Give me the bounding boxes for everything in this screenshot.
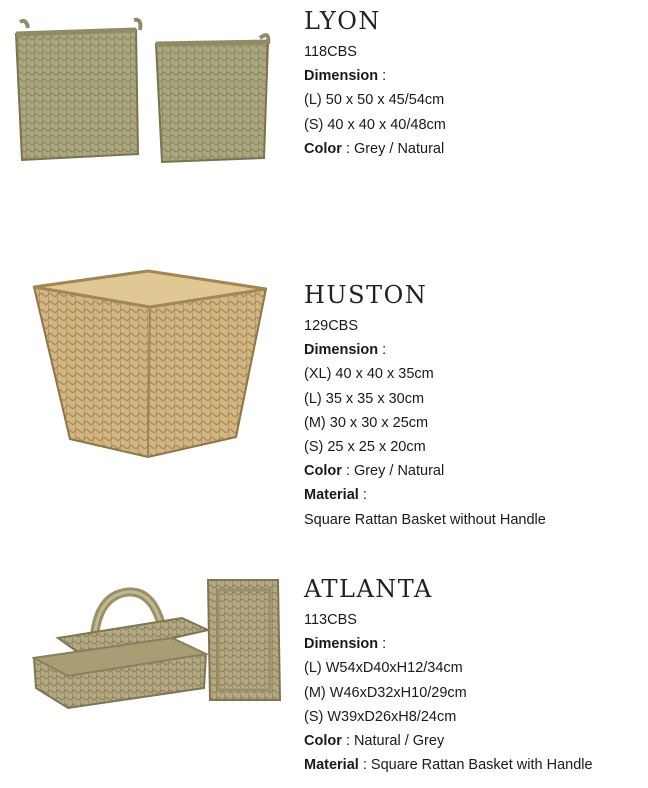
product-code: 118CBS xyxy=(304,44,357,60)
color-row xyxy=(304,459,546,483)
color-value: : Grey / Natural xyxy=(341,140,445,157)
material-label: Material xyxy=(304,487,359,504)
dimension-label: Dimension xyxy=(304,636,379,653)
huston-info xyxy=(304,280,546,532)
dimension-suffix: : xyxy=(378,636,387,653)
dimension-value: (S) 40 x 40 x 40/48cm xyxy=(304,116,446,133)
material-heading xyxy=(304,483,546,507)
lyon-basket-image xyxy=(10,14,280,166)
product-name: LYON xyxy=(304,7,381,35)
dimension-value: (XL) 40 x 40 x 35cm xyxy=(304,366,434,383)
dimension-value: (S) 25 x 25 x 20cm xyxy=(304,439,426,456)
lyon-info xyxy=(304,6,446,161)
material-value: Square Rattan Basket without Handle xyxy=(304,511,546,528)
product-name: ATLANTA xyxy=(304,575,433,603)
material-label: Material xyxy=(304,757,359,774)
color-row xyxy=(304,137,446,161)
material-suffix: : xyxy=(358,487,367,504)
color-label: Color xyxy=(304,733,342,750)
product-code: 113CBS xyxy=(304,612,357,628)
color-label: Color xyxy=(304,463,342,480)
color-value: : Natural / Grey xyxy=(341,733,445,750)
dimension-label: Dimension xyxy=(304,342,379,359)
dimension-value: (M) 30 x 30 x 25cm xyxy=(304,414,429,431)
product-huston xyxy=(0,265,648,545)
material-row xyxy=(304,753,593,777)
huston-basket-image xyxy=(30,267,270,463)
dimension-label: Dimension xyxy=(304,68,379,85)
atlanta-basket-image xyxy=(32,576,284,716)
product-name: HUSTON xyxy=(304,281,428,309)
product-atlanta xyxy=(0,560,648,788)
color-row xyxy=(304,729,593,753)
dimension-suffix: : xyxy=(378,342,387,359)
dimension-heading xyxy=(304,64,446,88)
material-value: : Square Rattan Basket with Handle xyxy=(358,757,593,774)
product-lyon xyxy=(0,0,648,230)
dimension-value: (L) W54xD40xH12/34cm xyxy=(304,660,463,677)
atlanta-info xyxy=(304,574,593,777)
dimension-heading xyxy=(304,338,546,362)
dimension-heading xyxy=(304,632,593,656)
color-value: : Grey / Natural xyxy=(341,463,445,480)
dimension-value: (L) 35 x 35 x 30cm xyxy=(304,390,425,407)
dimension-value: (L) 50 x 50 x 45/54cm xyxy=(304,92,445,109)
product-code: 129CBS xyxy=(304,318,359,334)
dimension-value: (S) W39xD26xH8/24cm xyxy=(304,708,457,725)
color-label: Color xyxy=(304,140,342,157)
dimension-value: (M) W46xD32xH10/29cm xyxy=(304,684,467,701)
dimension-suffix: : xyxy=(378,68,387,85)
